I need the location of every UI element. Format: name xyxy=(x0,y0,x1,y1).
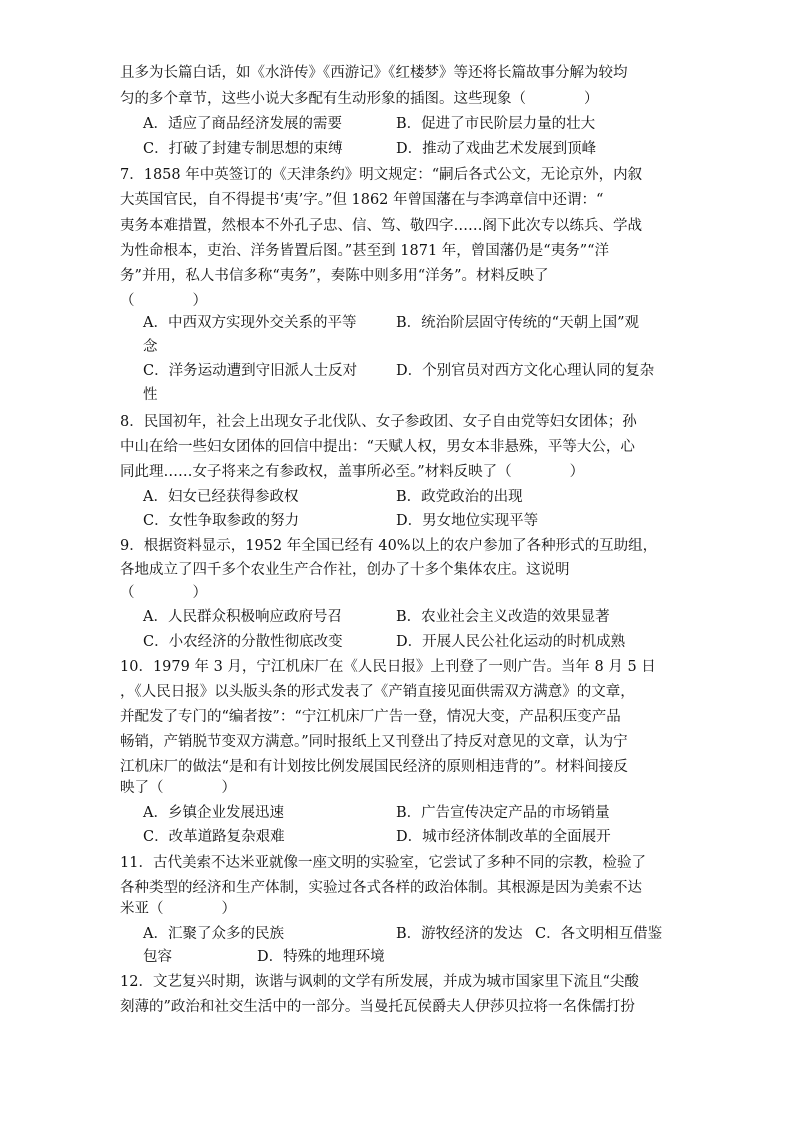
question-7-text-line: 为性命根本，吏治、洋务皆置后图。”甚至到 1871 年，曾国藩仍是“夷务”“洋 xyxy=(120,243,610,259)
question-7-option-c[interactable]: C．洋务运动遭到守旧派人士反对 xyxy=(143,363,358,379)
question-11-text-line: 11．古代美索不达米亚就像一座文明的实验室，它尝试了多种不同的宗教，检验了 xyxy=(120,855,646,871)
question-9-option-b[interactable]: B．农业社会主义改造的效果显著 xyxy=(396,609,610,625)
question-11-option-c-continued: 包容 xyxy=(143,949,172,965)
question-9-text-line: 9．根据资料显示，1952 年全国已经有 40%以上的农户参加了各种形式的互助组， xyxy=(120,538,658,554)
question-7-option-a[interactable]: A．中西双方实现外交关系的平等 xyxy=(143,315,357,331)
question-10-option-b[interactable]: B．广告宣传决定产品的市场销量 xyxy=(396,805,610,821)
question-10-option-a[interactable]: A．乡镇企业发展迅速 xyxy=(143,805,284,821)
question-11-option-d[interactable]: D．特殊的地理环境 xyxy=(257,949,385,965)
question-10-text-line: 10．1979 年 3 月，宁江机床厂在《人民日报》上刊登了一则广告。当年 8 月 5 日 xyxy=(120,659,656,675)
question-7-answer-bracket: （ ） xyxy=(120,293,207,309)
question-9-answer-bracket: （ ） xyxy=(120,585,207,601)
question-11-text-line: 米亚（ ） xyxy=(120,901,236,917)
question-6-text-line: 且多为长篇白话，如《水浒传》《西游记》《红楼梦》等还将长篇故事分解为较均 xyxy=(120,65,628,81)
question-8-option-a[interactable]: A．妇女已经获得参政权 xyxy=(143,489,299,505)
question-7-text-line: 务”并用，私人书信多称“夷务”，奏陈中则多用“洋务”。材料反映了 xyxy=(120,268,549,284)
question-11-option-b[interactable]: B．游牧经济的发达 xyxy=(396,926,523,942)
question-9-text-line: 各地成立了四千多个农业生产合作社，创办了十多个集体农庄。这说明 xyxy=(120,562,570,578)
question-7-option-d[interactable]: D．个别官员对西方文化心理认同的复杂 xyxy=(396,363,655,379)
question-7-option-b-continued: 念 xyxy=(143,339,158,355)
question-12-text-line: 刻薄的”政治和社交生活中的一部分。当曼托瓦侯爵夫人伊莎贝拉将一名侏儒打扮 xyxy=(120,999,635,1015)
question-10-option-c[interactable]: C．改革道路复杂艰难 xyxy=(143,829,285,845)
question-6-option-d[interactable]: D．推动了戏曲艺术发展到顶峰 xyxy=(396,141,597,157)
question-9-option-c[interactable]: C．小农经济的分散性彻底改变 xyxy=(143,634,343,650)
question-11-option-a[interactable]: A．汇聚了众多的民族 xyxy=(143,926,284,942)
question-8-option-c[interactable]: C．女性争取参政的努力 xyxy=(143,513,300,529)
question-7-text-line: 7．1858 年中英签订的《天津条约》明文规定：“嗣后各式公文，无论京外，内叙 xyxy=(120,167,643,183)
question-10-text-line: 并配发了专门的“编者按”：“宁江机床厂广告一登，情况大变，产品积压变产品 xyxy=(120,709,621,725)
question-8-text-line: 中山在给一些妇女团体的回信中提出：“天赋人权，男女本非悬殊，平等大公，心 xyxy=(120,439,635,455)
question-9-option-d[interactable]: D．开展人民公社化运动的时机成熟 xyxy=(396,634,626,650)
question-11-text-line: 各种类型的经济和生产体制，实验过各式各样的政治体制。其根源是因为美索不达 xyxy=(120,880,642,896)
question-10-text-line: ，《人民日报》以头版头条的形式发表了《产销直接见面供需双方满意》的文章， xyxy=(120,684,635,700)
question-6-option-c[interactable]: C．打破了封建专制思想的束缚 xyxy=(143,141,343,157)
question-6-text-line: 匀的多个章节，这些小说大多配有生动形象的插图。这些现象（ ） xyxy=(120,91,599,107)
question-10-option-d[interactable]: D．城市经济体制改革的全面展开 xyxy=(396,829,611,845)
question-11-option-c[interactable]: C．各文明相互借鉴 xyxy=(535,926,663,942)
question-10-text-line: 江机床厂的做法“是和有计划按比例发展国民经济的原则相违背的”。材料间接反 xyxy=(120,759,628,775)
question-8-text-line: 同此理……女子将来之有参政权，盖事所必至。”材料反映了（ ） xyxy=(120,464,585,480)
question-7-option-b[interactable]: B．统治阶层固守传统的“天朝上国”观 xyxy=(396,315,639,331)
question-10-text-line: 映了（ ） xyxy=(120,780,236,796)
question-8-option-b[interactable]: B．政党政治的出现 xyxy=(396,489,523,505)
question-12-text-line: 12．文艺复兴时期，诙谐与讽刺的文学有所发展，并成为城市国家里下流且“尖酸 xyxy=(120,974,639,990)
question-10-text-line: 畅销，产销脱节变双方满意。”同时报纸上又刊登出了持反对意见的文章，认为宁 xyxy=(120,734,628,750)
question-8-option-d[interactable]: D．男女地位实现平等 xyxy=(396,513,539,529)
question-6-option-b[interactable]: B．促进了市民阶层力量的壮大 xyxy=(396,116,596,132)
question-7-text-line: 大英国官民，自不得提书‘夷’字。”但 1862 年曾国藩在与李鸿章信中还谓：“ xyxy=(120,192,604,208)
question-6-option-a[interactable]: A．适应了商品经济发展的需要 xyxy=(143,116,342,132)
question-8-text-line: 8．民国初年，社会上出现女子北伐队、女子参政团、女子自由党等妇女团体；孙 xyxy=(120,414,637,430)
question-9-option-a[interactable]: A．人民群众积极响应政府号召 xyxy=(143,609,342,625)
question-7-text-line: 夷务本难措置，然根本不外孔子忠、信、笃、敬四字……阁下此次专以练兵、学战 xyxy=(120,218,642,234)
question-7-option-d-continued: 性 xyxy=(143,387,158,403)
